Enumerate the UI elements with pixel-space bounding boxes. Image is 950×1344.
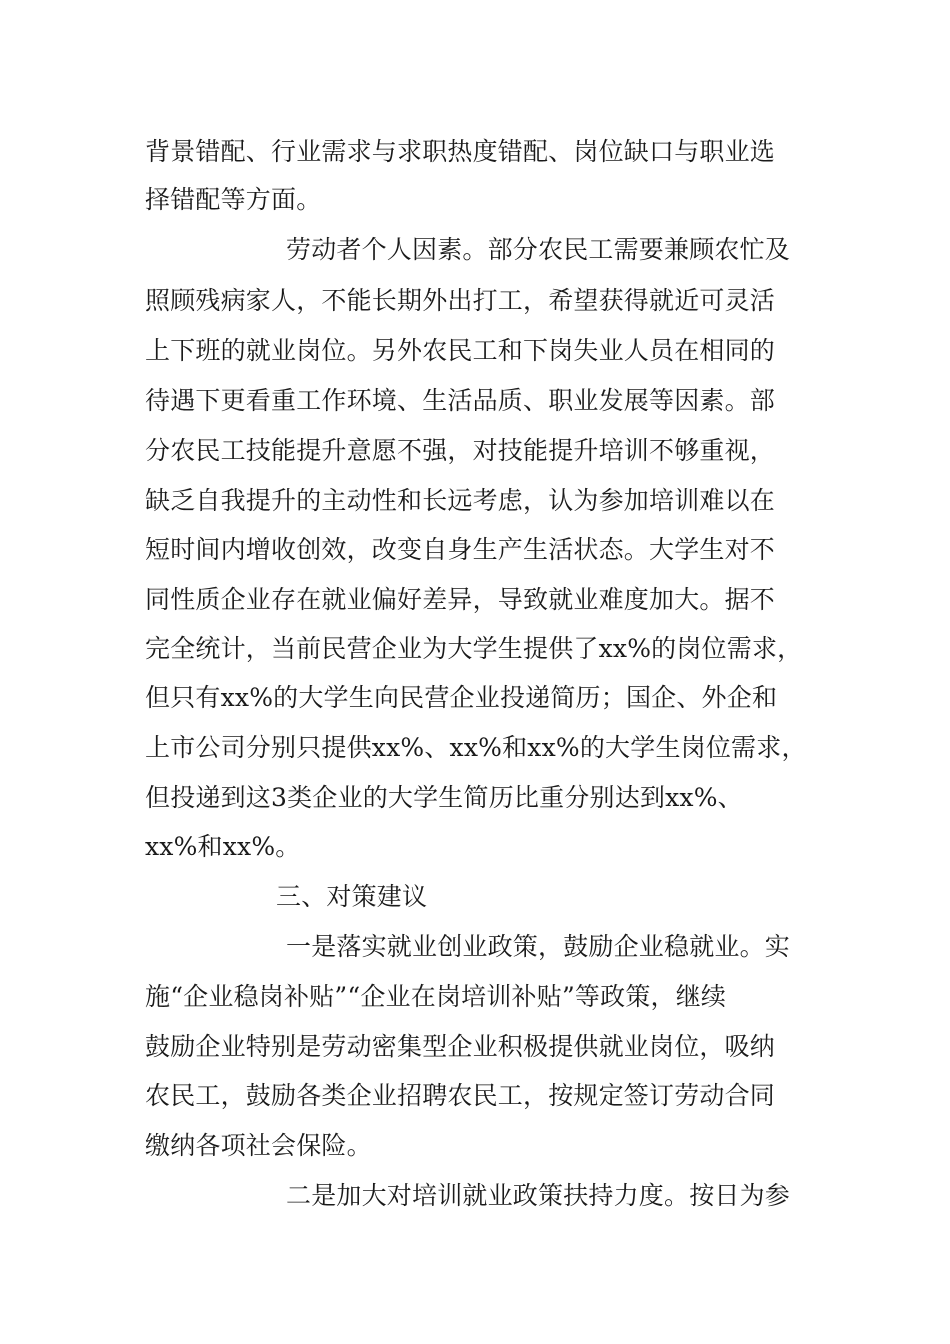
body-text-line: 分农民工技能提升意愿不强，对技能提升培训不够重视，: [145, 436, 776, 465]
body-text-line: 同性质企业存在就业偏好差异，导致就业难度加大。据不: [145, 585, 776, 614]
body-text-line: 农民工，鼓励各类企业招聘农民工，按规定签订劳动合同: [145, 1081, 776, 1110]
body-text-line: 待遇下更看重工作环境、生活品质、职业发展等因素。部: [145, 386, 776, 415]
body-text-line: 但只有xx%的大学生向民营企业投递简历；国企、外企和: [145, 683, 778, 712]
paragraph-first-line: 二是加大对培训就业政策扶持力度。按日为参: [286, 1181, 791, 1210]
paragraph-first-line: 劳动者个人因素。部分农民工需要兼顾农忙及: [286, 235, 791, 264]
body-text-line: 完全统计，当前民营企业为大学生提供了xx%的岗位需求，: [145, 634, 803, 663]
paragraph-first-line: 一是落实就业创业政策，鼓励企业稳就业。实: [286, 932, 791, 961]
body-text-line: 背景错配、行业需求与求职热度错配、岗位缺口与职业选: [145, 137, 776, 166]
body-text-line: 择错配等方面。: [145, 185, 322, 214]
body-text-line: 缴纳各项社会保险。: [145, 1131, 372, 1160]
body-text-line: 上市公司分别只提供xx%、xx%和xx%的大学生岗位需求，: [145, 733, 807, 762]
body-text-line: 照顾残病家人，不能长期外出打工，希望获得就近可灵活: [145, 286, 776, 315]
body-text-line: 鼓励企业特别是劳动密集型企业积极提供就业岗位，吸纳: [145, 1032, 776, 1061]
body-text-line: 但投递到这3类企业的大学生简历比重分别达到xx%、: [145, 783, 743, 812]
body-text-line: 缺乏自我提升的主动性和长远考虑，认为参加培训难以在: [145, 486, 776, 515]
body-text-line: 短时间内增收创效，改变自身生产生活状态。大学生对不: [145, 535, 776, 564]
body-text-line: 施“企业稳岗补贴”“企业在岗培训补贴”等政策，继续: [145, 982, 727, 1011]
body-text-line: 上下班的就业岗位。另外农民工和下岗失业人员在相同的: [145, 336, 776, 365]
section-heading: 三、对策建议: [276, 882, 428, 911]
body-text-line: xx%和xx%。: [145, 832, 301, 861]
